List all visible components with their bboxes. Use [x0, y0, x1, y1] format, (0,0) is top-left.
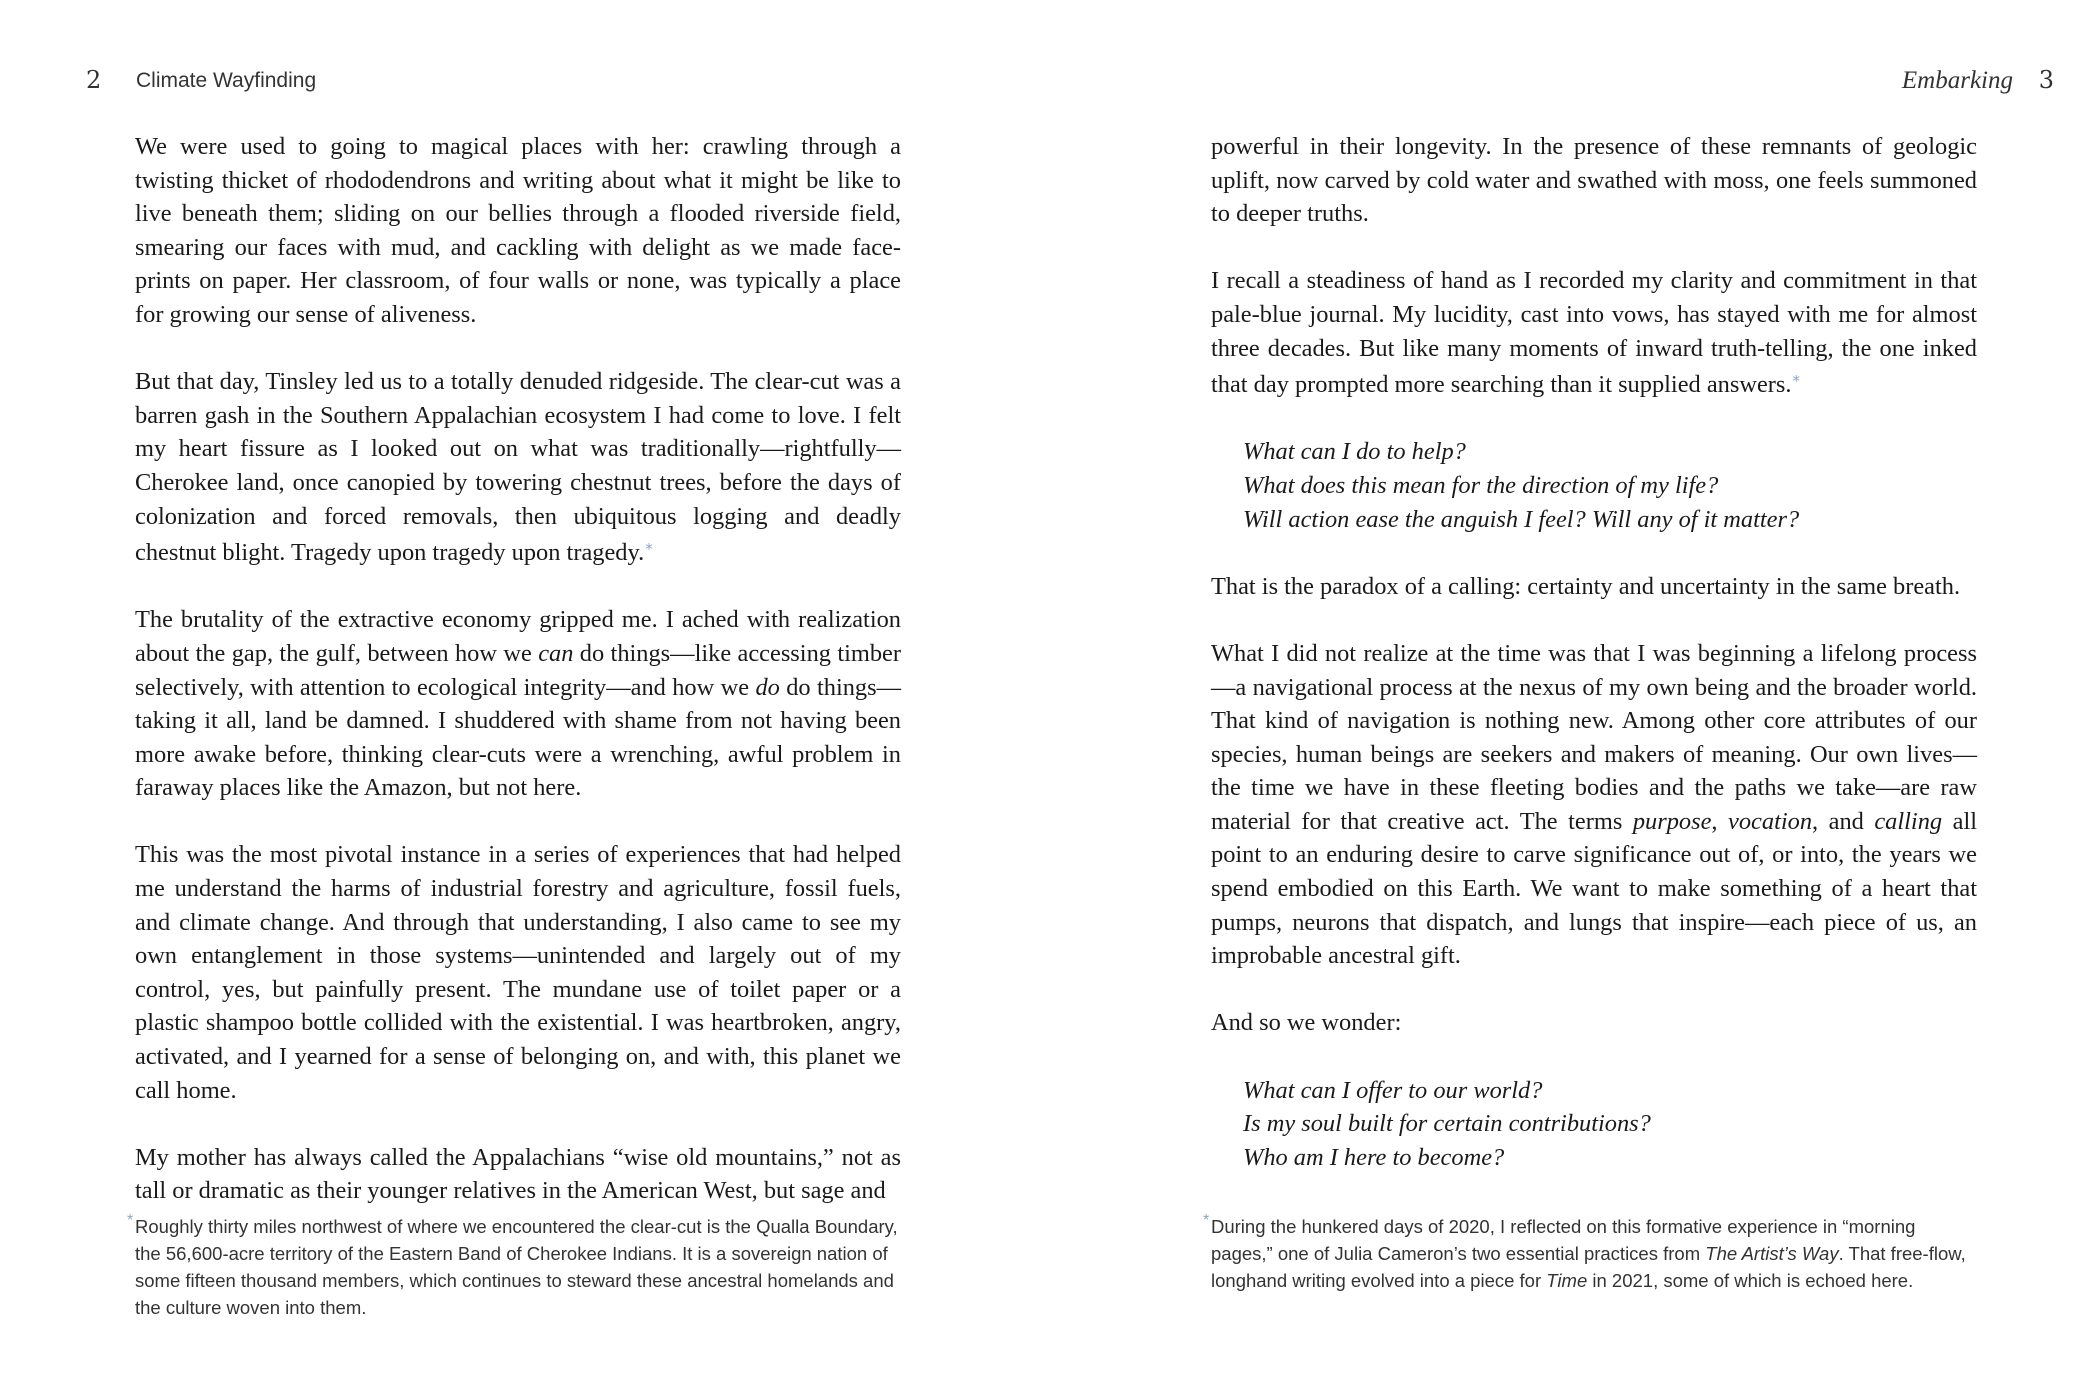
paragraph-text: I recall a steadiness of hand as I recorded my clarity and commitment in that pale-blue journal. My lucidity, cast into vows, has stayed with me for almost three decades. But like many moments of inward truth-telling, the one inked that day prompted more searching than it supplied answers.: [1211, 267, 1977, 399]
paragraph: We were used to going to magical places with her: crawling through a twisting thicket of rhododendrons and writing about what it might be like to live beneath them; sliding on our bellies through a flooded riverside field, smearing our faces with mud, and cackling with delight as we made face-prints on paper. Her classroom, of four walls or none, was typically a place for growing our sense of aliveness.: [135, 133, 901, 328]
question: Who am I here to become?: [1243, 1143, 1505, 1171]
paragraph-text: What I did not realize at the time was that I was beginning a lifelong process—a navigational process at the nexus of my own being and the broader world. That kind of navigation is nothing new. Among other core attributes of our species, human beings are seekers and makers of meaning. Our own lives—the time we have in these fleeting bodies and the paths we take—are raw material for that creative act. The terms: [1211, 639, 1977, 835]
question-list: [1211, 1074, 1977, 1175]
paragraph: My mother has always called the Appalachians “wise old mountains,” not as tall or dramatic as their younger relatives in the American West, but sage and: [135, 1143, 901, 1205]
footnote-marker[interactable]: *: [645, 540, 653, 559]
question: What can I do to help?: [1243, 438, 1466, 466]
paragraph-text: ,: [1711, 807, 1729, 835]
paragraph: That is the paradox of a calling: certainty and uncertainty in the same breath.: [1211, 572, 1961, 600]
question: What does this mean for the direction of my life?: [1243, 471, 1719, 499]
footnote-text: Roughly thirty miles northwest of where we encountered the clear-cut is the Qualla Boundary, the 56,600-acre territory of the Eastern Band of Cherokee Indians. It is a sovereign nation of some fifteen thousand members, which continues to steward these ancestral homelands and the culture woven into them.: [135, 1216, 898, 1318]
paragraph-text: But that day, Tinsley led us to a totally denuded ridgeside. The clear-cut was a barren gash in the Southern Appalachian ecosystem I had come to love. I felt my heart fissure as I looked out on what was traditionally—rightfully—Cherokee land, once canopied by towering chestnut trees, before the days of colonization and forced removals, then ubiquitous logging and deadly chestnut blight. Tragedy upon tragedy upon tragedy.: [135, 368, 901, 567]
running-head-book-title: Climate Wayfinding: [136, 69, 317, 92]
question: What can I offer to our world?: [1243, 1076, 1543, 1104]
footnote-marker: *: [1203, 1212, 1210, 1229]
paragraph-text: The brutality of the extractive economy gripped me. I ached with realization about the gap, the gulf, between how we: [135, 606, 901, 667]
emphasis: The Artist’s Way: [1705, 1243, 1839, 1264]
emphasis: can: [538, 639, 574, 667]
footnote-marker: *: [127, 1212, 134, 1229]
right-body-text: [1211, 130, 1977, 1174]
footnote-text: During the hunkered days of 2020, I reflected on this formative experience in “morning pages,” one of Julia Cameron’s two essential practices from: [1211, 1216, 1916, 1264]
paragraph: [135, 365, 901, 570]
paragraph: powerful in their longevity. In the presence of these remnants of geologic uplift, now carved by cold water and swathed with moss, one feels summoned to deeper truths.: [1211, 133, 1977, 228]
footnote-text: . That free-flow, longhand writing evolved into a piece for: [1211, 1243, 1966, 1291]
paragraph: [1211, 264, 1977, 401]
paragraph: [1211, 637, 1977, 973]
running-head-chapter-title: Embarking: [1901, 67, 2013, 94]
paragraph-text: , and: [1812, 807, 1875, 835]
emphasis: do: [755, 673, 780, 701]
paragraph: And so we wonder:: [1211, 1009, 1402, 1037]
page-number-left: 2: [86, 66, 102, 94]
footnote-left: [127, 1212, 901, 1321]
footnote-right: [1203, 1212, 1977, 1294]
emphasis: purpose: [1632, 807, 1712, 835]
paragraph: [135, 603, 901, 805]
left-body-text: [135, 130, 901, 1208]
emphasis: Time: [1546, 1270, 1588, 1291]
right-page: [1050, 0, 2100, 1400]
footnote-marker[interactable]: *: [1792, 372, 1800, 391]
paragraph-text: do things—taking it all, land be damned. I shuddered with shame from not having been more awake before, thinking clear-cuts were a wrenching, awful problem in faraway places like the Amazon, but not here.: [135, 673, 901, 802]
page-number-right: 3: [2038, 66, 2054, 94]
emphasis: calling: [1874, 807, 1943, 835]
emphasis: vocation: [1728, 807, 1813, 835]
paragraph: This was the most pivotal instance in a series of experiences that had helped me understand the harms of industrial forestry and agriculture, fossil fuels, and climate change. And through that understanding, I also came to see my own entanglement in those systems—unintended and largely out of my control, yes, but painfully present. The mundane use of toilet paper or a plastic shampoo bottle collided with the existential. I was heartbroken, angry, activated, and I yearned for a sense of belonging on, and with, this planet we call home.: [135, 841, 901, 1104]
question-list: [1211, 435, 1977, 536]
paragraph-text: do things—like accessing timber selectively, with attention to ecological integrity—and how we: [135, 639, 902, 701]
paragraph-text: all point to an enduring desire to carve significance out of, or into, the years we spend embodied on this Earth. We want to make something of a heart that pumps, neurons that dispatch, and lungs that inspire—each piece of us, an improbable ancestral gift.: [1211, 807, 1977, 970]
question: Will action ease the anguish I feel? Will any of it matter?: [1243, 505, 1800, 533]
question: Is my soul built for certain contributions?: [1243, 1110, 1651, 1138]
footnote-text: in 2021, some of which is echoed here.: [1587, 1270, 1914, 1291]
